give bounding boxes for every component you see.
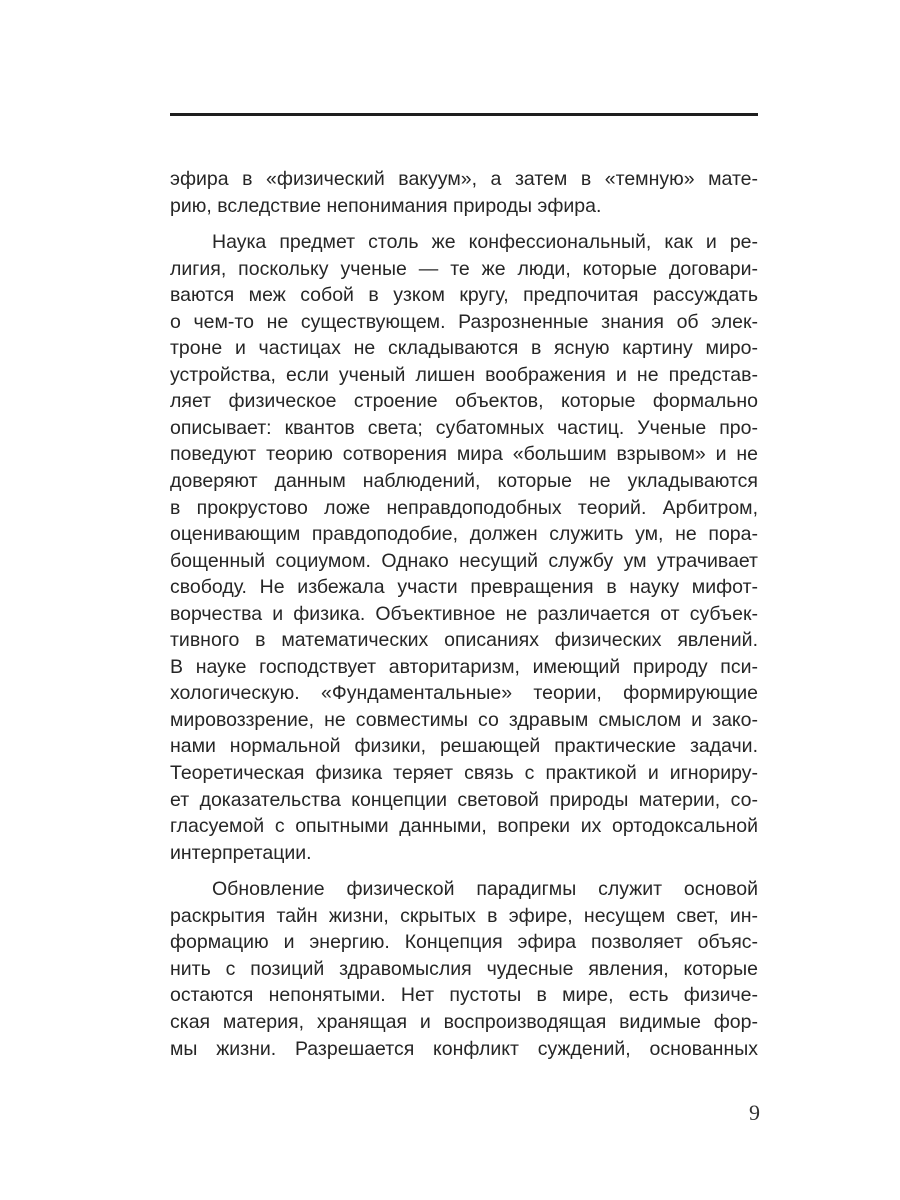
text-line: в прокрустово ложе неправдоподобных теорий. Арбитром, xyxy=(170,496,758,519)
text-line: ваются меж собой в узком кругу, предпочитая рассуждать xyxy=(170,284,758,307)
text-line: ворчества и физика. Объективное не различается от субъек- xyxy=(170,602,758,625)
text-line: поведуют теорию сотворения мира «большим взрывом» и не xyxy=(170,443,758,466)
text-line: троне и частицах не складываются в ясную картину миро- xyxy=(170,337,758,360)
text-line: тивного в математических описаниях физических явлений. xyxy=(170,629,758,652)
text-line: интерпретации. xyxy=(170,841,312,864)
body-text xyxy=(170,166,758,1062)
paragraph xyxy=(170,229,758,866)
text-line: лигия, поскольку ученые — те же люди, которые договари- xyxy=(170,257,758,280)
paragraph xyxy=(170,166,758,219)
text-line: гласуемой с опытными данными, вопреки их ортодоксальной xyxy=(170,815,758,838)
page-number: 9 xyxy=(749,1100,760,1125)
text-line: мы жизни. Разрешается конфликт суждений, основанных xyxy=(170,1037,758,1060)
text-line: устройства, если ученый лишен воображения и не представ- xyxy=(170,363,758,386)
text-line: рию, вследствие непонимания природы эфира. xyxy=(170,194,602,217)
text-line: Обновление физической парадигмы служит основой xyxy=(212,878,758,901)
text-line: свободу. Не избежала участи превращения в науку мифот- xyxy=(170,576,758,599)
text-line: доверяют данным наблюдений, которые не укладываются xyxy=(170,470,758,493)
text-line: Теоретическая физика теряет связь с практикой и игнориру- xyxy=(170,762,758,785)
text-line: оценивающим правдоподобие, должен служить ум, не пора- xyxy=(170,523,758,546)
text-line: ляет физическое строение объектов, которые формально xyxy=(170,390,758,413)
text-line: В науке господствует авторитаризм, имеющий природу пси- xyxy=(170,655,758,678)
text-line: эфира в «физический вакуум», а затем в «темную» мате- xyxy=(170,168,758,190)
paragraph xyxy=(170,876,758,1062)
header-rule xyxy=(170,113,758,116)
text-line: нами нормальной физики, решающей практические задачи. xyxy=(170,735,758,758)
text-line: остаются непонятыми. Нет пустоты в мире, есть физиче- xyxy=(170,984,758,1007)
text-line: раскрытия тайн жизни, скрытых в эфире, несущем свет, ин- xyxy=(170,904,758,927)
text-line: описывает: квантов света; субатомных частиц. Ученые про- xyxy=(170,416,758,439)
text-line: ет доказательства концепции световой природы материи, со- xyxy=(170,788,758,811)
text-line: хологическую. «Фундаментальные» теории, формирующие xyxy=(170,682,758,705)
text-line: ская материя, хранящая и воспроизводящая видимые фор- xyxy=(170,1010,758,1033)
text-line: Наука предмет столь же конфессиональный, как и ре- xyxy=(212,231,758,254)
text-line: мировоззрение, не совместимы со здравым смыслом и зако- xyxy=(170,708,758,731)
text-line: формацию и энергию. Концепция эфира позволяет объяс- xyxy=(170,931,758,954)
text-line: нить с позиций здравомыслия чудесные явления, которые xyxy=(170,957,758,980)
text-line: бощенный социумом. Однако несущий службу ум утрачивает xyxy=(170,549,758,572)
text-line: о чем-то не существующем. Разрозненные знания об элек- xyxy=(170,310,758,333)
